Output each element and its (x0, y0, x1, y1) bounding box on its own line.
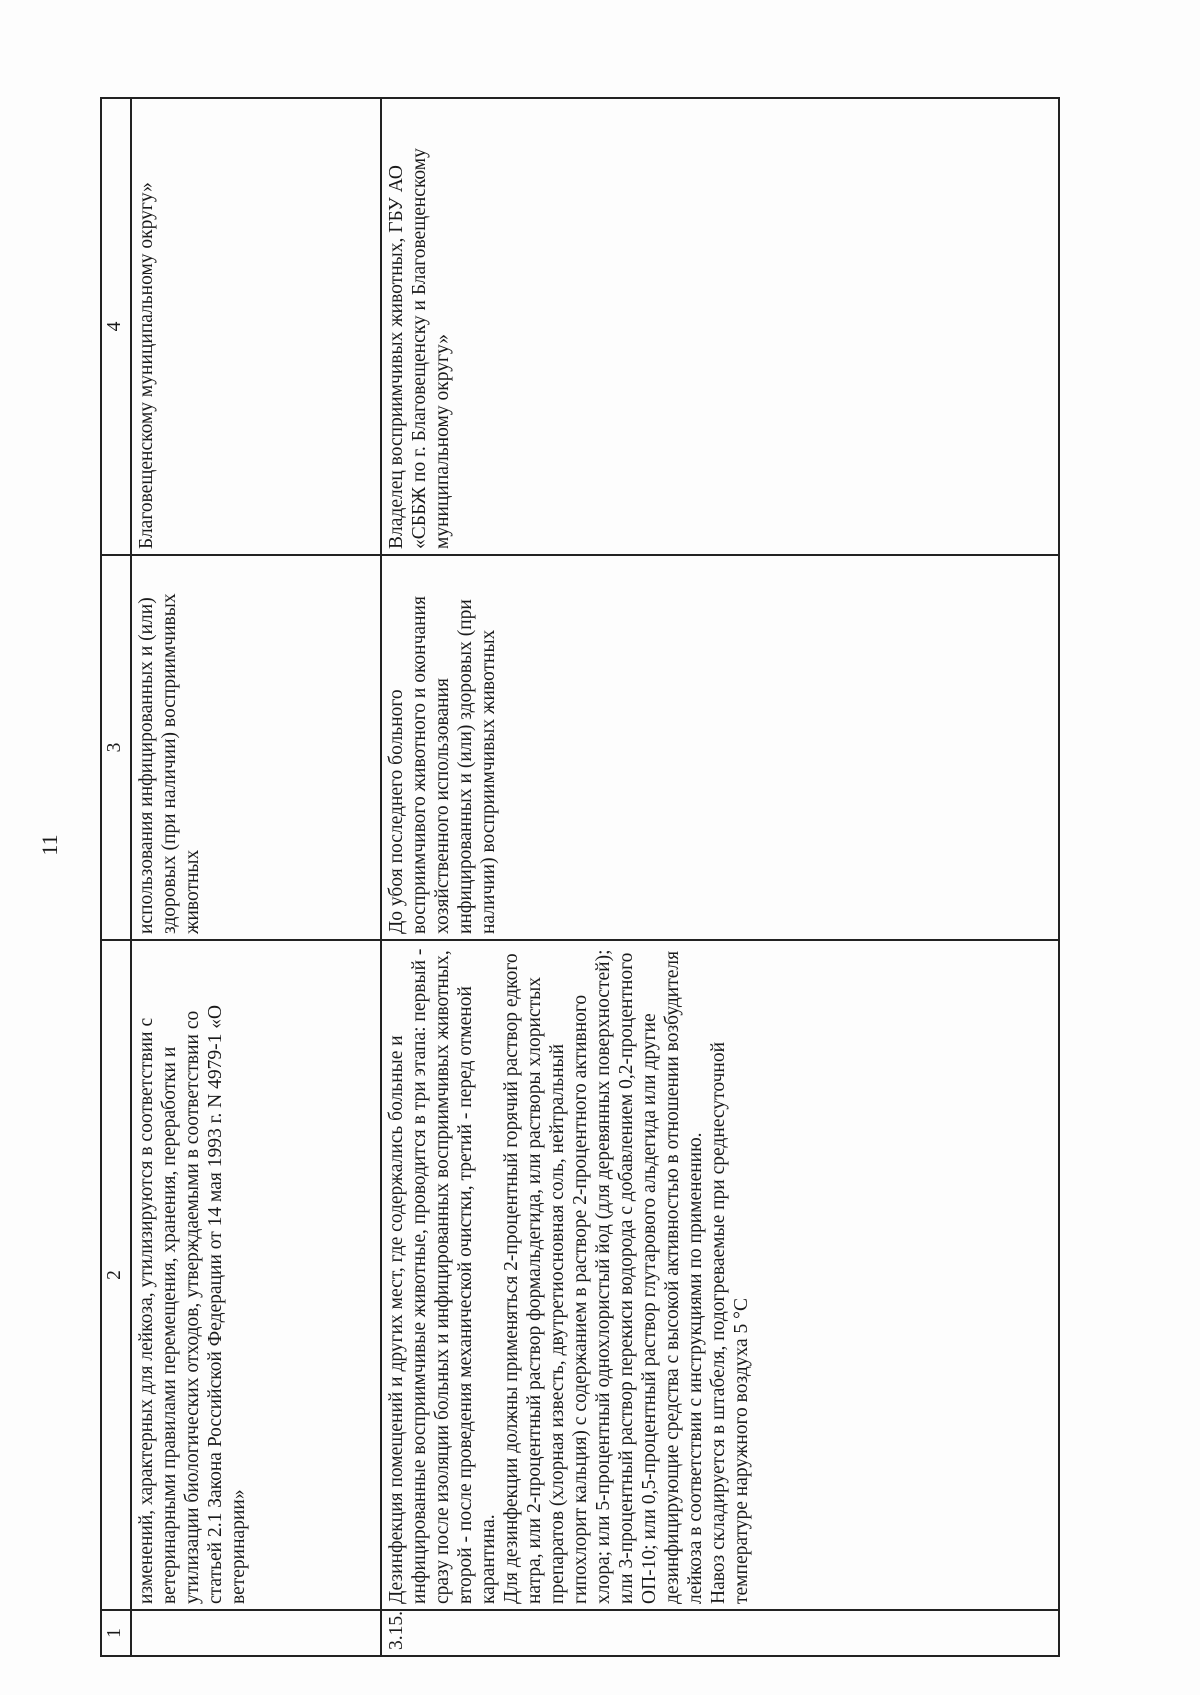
measures-table (100, 97, 1060, 1657)
table-row (131, 98, 381, 1656)
table-header-cell: 1 (101, 1610, 131, 1656)
table-header-row (101, 98, 131, 1656)
table-header-cell: 3 (101, 555, 131, 940)
table-header-cell: 2 (101, 940, 131, 1610)
measure-description: Дезинфекция помещений и других мест, где содержались больные и инфицированные восприимчивые животные, проводится в три этапа: первый - сразу после изоляции больных и инфицированных восприимчивых животных, второй - после проведения механической очистки, третий - перед отменой карантина. Для дезинфекции должны применяться 2-процентный горячий раствор едкого натра, или 2-процентный раствор формальдегида, или растворы хлористых препаратов (хлорная известь, двутретиосновная соль, нейтральный гипохлорит кальция) с содержанием в растворе 2-процентного активного хлора; или 5-процентный однохлористый йод (для деревянных поверхностей); или 3-процентный раствор перекиси водорода с добавлением 0,2-процентного ОП-10; или 0,5-процентный раствор глутарового альдегида или другие дезинфицирующие средства с высокой активностью в отношении возбудителя лейкоза в соответствии с инструкциями по применению. Навоз складируется в штабеля, подогреваемые при среднесуточной температуре наружного воздуха 5 °С (381, 940, 1059, 1610)
item-number: 3.15. (381, 1610, 1059, 1656)
measure-description: изменений, характерных для лейкоза, утилизируются в соответствии с ветеринарными правилами перемещения, хранения, переработки и утилизации биологических отходов, утверждаемыми в соответствии со статьей 2.1 Закона Российской Федерации от 14 мая 1993 г. N 4979-1 «О ветеринарии» (131, 940, 381, 1610)
page-number: 11 (37, 834, 62, 856)
measure-deadline: использования инфицированных и (или) здоровых (при наличии) восприимчивых животных (131, 555, 381, 940)
rotated-page (100, 97, 1060, 1657)
responsible-party: Владелец восприимчивых животных, ГБУ АО «СББЖ по г. Благовещенску и Благовещенскому муниципальному округу» (381, 98, 1059, 555)
item-number (131, 1610, 381, 1656)
table-row (381, 98, 1059, 1656)
responsible-party: Благовещенскому муниципальному округу» (131, 98, 381, 555)
measure-deadline: До убоя последнего больного восприимчивого животного и окончания хозяйственного использования инфицированных и (или) здоровых (при наличии) восприимчивых животных (381, 555, 1059, 940)
table-header-cell: 4 (101, 98, 131, 555)
